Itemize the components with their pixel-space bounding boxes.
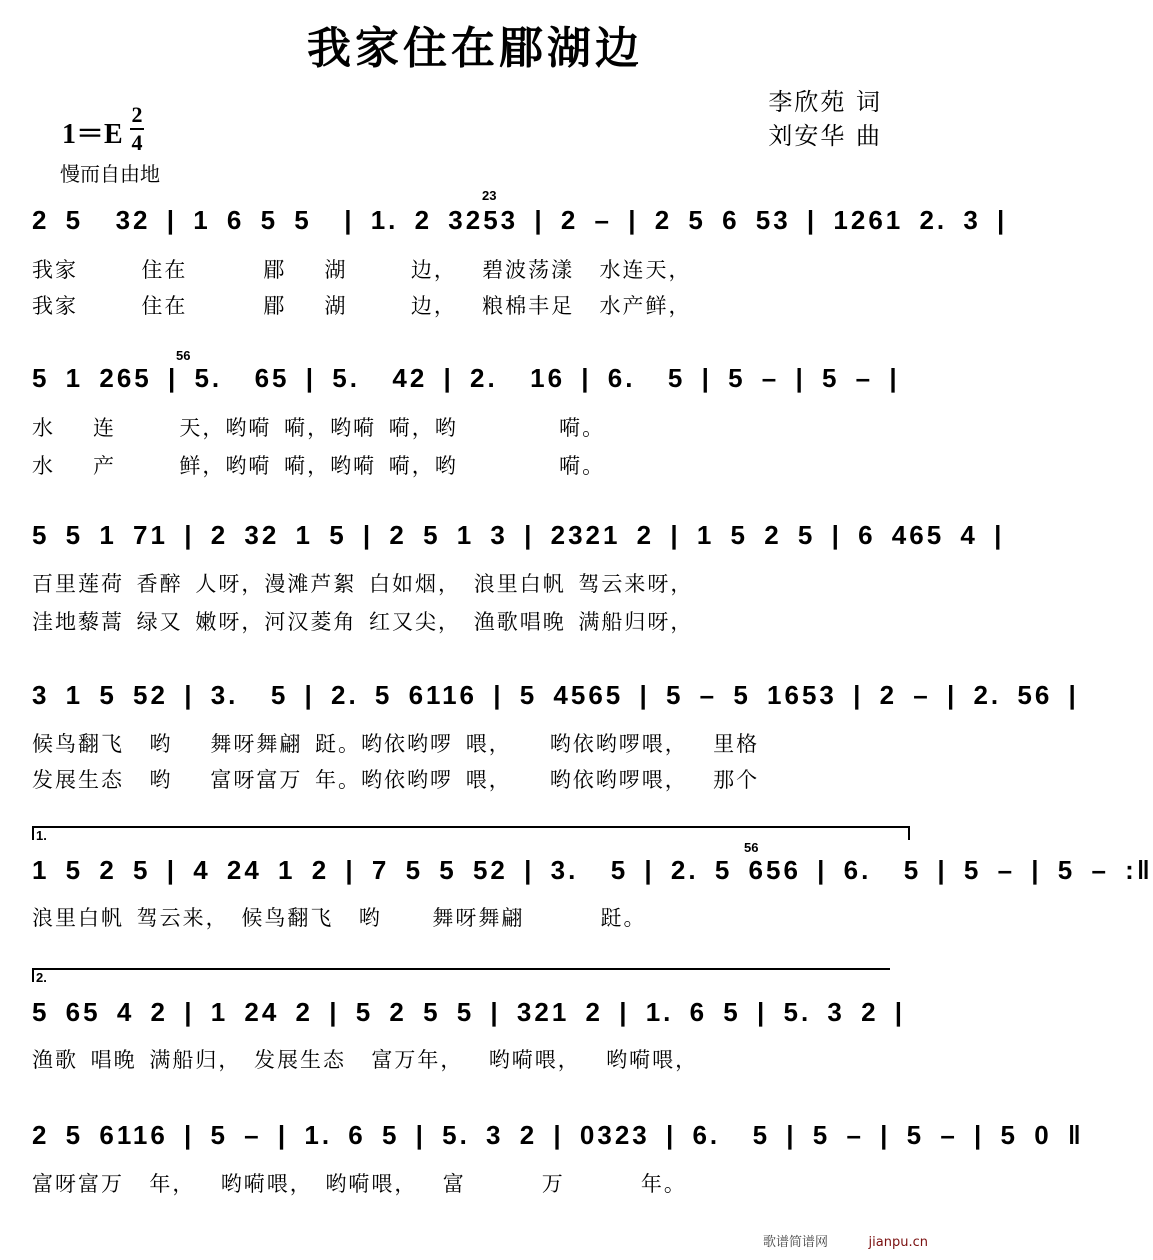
notation-line-5: 1 5 2 5 | 4 24 1 2 | 7 5 5 52 | 3. 5 | 2. 5 656 | 6. 5 | 5 – | 5 – :‖ xyxy=(32,855,1153,885)
notation-line-2: 5 1 265 | 5. 65 | 5. 42 | 2. 16 | 6. 5 | 5 – | 5 – | xyxy=(32,363,900,393)
notation-line-7: 2 5 6116 | 5 – | 1. 6 5 | 5. 3 2 | 0323 | 6. 5 | 5 – | 5 – | 5 0 ‖ xyxy=(32,1120,1084,1150)
notation-line-4: 3 1 5 52 | 3. 5 | 2. 5 6116 | 5 4565 | 5 – 5 1653 | 2 – | 2. 56 | xyxy=(32,680,1079,710)
lyric-line-4b: 发展生态 哟 富呀富万 年。哟依哟啰 喂， 哟依哟啰喂， 那个 xyxy=(32,768,760,792)
key-signature: 1＝E xyxy=(62,119,123,150)
notation-line-1: 2 5 32 | 1 6 5 5 | 1. 2 3253 | 2 – | 2 5 6 53 | 1261 2. 3 | xyxy=(32,205,1008,235)
second-ending-tick xyxy=(32,968,34,982)
time-signature xyxy=(130,104,144,154)
notation-line-3: 5 5 1 71 | 2 32 1 5 | 2 5 1 3 | 2321 2 | 1 5 2 5 | 6 465 4 | xyxy=(32,520,1005,550)
lyric-line-2a: 水 连 天，哟嗬 嗬，哟嗬 嗬，哟 嗬。 xyxy=(32,416,606,440)
tempo-marking: 慢而自由地 xyxy=(60,162,160,186)
second-ending-label: 2. xyxy=(36,970,47,985)
lyric-line-5: 浪里白帆 驾云来， 候鸟翻飞 哟 舞呀舞翩 跹。 xyxy=(32,906,647,930)
lyric-line-3b: 洼地藜蒿 绿又 嫩呀，河汉菱角 红又尖， 渔歌唱晚 满船归呀， xyxy=(32,610,694,634)
time-signature-bottom: 4 xyxy=(131,130,143,155)
time-signature-top: 2 xyxy=(131,102,143,127)
lyric-line-1a: 我家 住在 郿 湖 边， 碧波荡漾 水连天， xyxy=(32,258,692,282)
composer-credit: 刘安华 曲 xyxy=(768,122,882,150)
lyric-line-1b: 我家 住在 郿 湖 边， 粮棉丰足 水产鲜， xyxy=(32,294,692,318)
first-ending-bracket xyxy=(32,826,910,828)
watermark-site-name: 歌谱简谱网 xyxy=(762,1235,828,1250)
grace-note-2: 56 xyxy=(176,348,191,363)
lyric-line-2b: 水 产 鲜，哟嗬 嗬，哟嗬 嗬，哟 嗬。 xyxy=(32,454,606,478)
song-title: 我家住在郿湖边 xyxy=(307,23,643,74)
first-ending-tick xyxy=(32,826,34,840)
lyricist-credit: 李欣苑 词 xyxy=(768,88,882,116)
lyric-line-7: 富呀富万 年， 哟嗬喂， 哟嗬喂， 富 万 年。 xyxy=(32,1172,687,1196)
grace-note-1: 23 xyxy=(482,188,497,203)
lyric-line-3a: 百里莲荷 香醉 人呀，漫滩芦絮 白如烟， 浪里白帆 驾云来呀， xyxy=(32,572,694,596)
notation-line-6: 5 65 4 2 | 1 24 2 | 5 2 5 5 | 321 2 | 1. 6 5 | 5. 3 2 | xyxy=(32,997,906,1027)
first-ending-label: 1. xyxy=(36,828,47,843)
second-ending-bracket xyxy=(32,968,890,970)
lyric-line-6: 渔歌 唱晚 满船归， 发展生态 富万年， 哟嗬喂， 哟嗬喂， xyxy=(32,1048,699,1072)
grace-note-3: 56 xyxy=(744,840,759,855)
watermark-url: jianpu.cn xyxy=(868,1235,928,1250)
first-ending-tick-end xyxy=(908,826,910,840)
lyric-line-4a: 候鸟翻飞 哟 舞呀舞翩 跹。哟依哟啰 喂， 哟依哟啰喂， 里格 xyxy=(32,732,760,756)
